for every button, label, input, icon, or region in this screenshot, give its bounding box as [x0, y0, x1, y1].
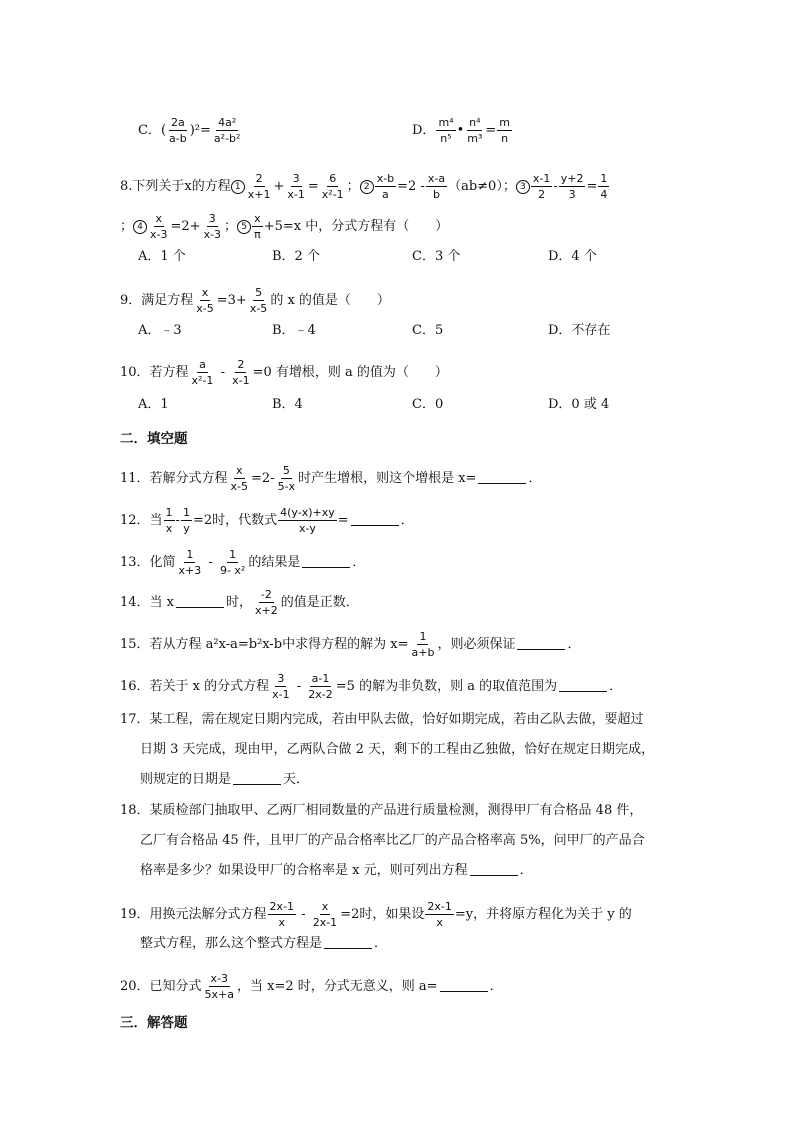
expr-text: =2+ — [170, 219, 201, 234]
option-label: D． — [412, 123, 436, 138]
fraction — [190, 358, 216, 387]
answer-blank[interactable] — [478, 471, 526, 484]
denominator: b — [432, 188, 440, 201]
q9-options — [0, 320, 794, 342]
question-text: 12．当 — [120, 513, 163, 528]
numerator: x — [321, 900, 329, 913]
q20 — [0, 960, 794, 1000]
circled-number: 1 — [231, 180, 245, 194]
q15 — [0, 618, 794, 658]
fraction — [559, 172, 586, 201]
q9-text — [120, 286, 390, 315]
denominator: a-b — [169, 132, 187, 145]
circled-number: 4 — [133, 220, 147, 234]
q8-options — [0, 246, 794, 268]
q12-text — [120, 506, 414, 535]
operator: - — [204, 555, 217, 570]
q10-stem — [0, 346, 794, 386]
q11-text — [120, 464, 541, 493]
denominator: x²-1 — [191, 374, 214, 387]
fraction — [598, 172, 609, 201]
equals: = — [337, 513, 349, 528]
denominator: x — [436, 916, 443, 929]
condition-text: （ab≠0）； — [448, 179, 516, 194]
numerator: 3 — [277, 672, 285, 685]
question-text: +5=x 中，分式方程有（ ） — [263, 219, 449, 234]
period: ． — [352, 555, 366, 570]
denominator: a+b — [411, 646, 435, 659]
numerator: 2x-1 — [269, 900, 295, 913]
numerator: x — [254, 212, 261, 225]
answer-blank[interactable] — [559, 679, 607, 692]
option-b: B．2 个 — [272, 249, 320, 264]
question-text: 9．满足方程 — [120, 293, 194, 308]
circled-number: 5 — [237, 220, 251, 234]
q8-line1 — [0, 160, 794, 200]
section-heading-fill-blank: 二．填空题 — [120, 431, 188, 447]
numerator: 4a² — [218, 116, 237, 129]
fraction — [248, 286, 269, 315]
denominator: x-3 — [203, 228, 222, 241]
answer-blank[interactable] — [517, 637, 565, 650]
option-a: A．﹣3 — [138, 323, 182, 338]
expr-text: =2时，如果设 — [340, 907, 425, 922]
numerator: 3 — [208, 212, 216, 225]
option-a: A．1 个 — [138, 249, 186, 264]
operator: - — [216, 365, 230, 380]
fraction — [212, 116, 243, 145]
numerator: 2a — [171, 116, 185, 129]
fraction — [203, 972, 236, 1001]
question-text: 则规定的日期是 — [140, 772, 232, 787]
numerator: 1 — [165, 506, 173, 519]
q15-text — [120, 630, 580, 659]
question-text: ，则必须保证 — [437, 637, 516, 652]
numerator: x — [201, 286, 209, 299]
period: ． — [519, 863, 533, 878]
question-text: 的值是正数． — [280, 595, 359, 610]
fraction — [375, 172, 396, 201]
denominator: 2 — [538, 188, 546, 201]
q17 — [120, 705, 680, 795]
fraction — [531, 172, 552, 201]
numerator: n⁴ — [469, 116, 481, 129]
numerator: 5 — [282, 464, 290, 477]
question-text: 15．若从方程 a²x-a=b²x-b中求得方程的解为 x= — [120, 637, 409, 652]
option-a: A．1 — [138, 397, 169, 412]
answer-blank[interactable] — [324, 936, 372, 949]
option-d: D．不存在 — [548, 323, 611, 338]
q9-stem — [0, 274, 794, 314]
q8-stem-cont — [120, 212, 448, 241]
fraction — [181, 506, 192, 535]
q17-line2: 日期 3 天完成，现由甲，乙两队合做 2 天，剩下的工程由乙独做，恰好在规定日期完成， — [140, 742, 655, 757]
question-text: =0 有增根，则 a 的值为（ ） — [252, 365, 448, 380]
fraction — [320, 172, 346, 201]
question-text: 的结果是 — [248, 555, 301, 570]
q17-line1: 17．某工程，需在规定日期内完成，若由甲队去做，恰好如期完成，若由乙队去做，要超过 — [120, 712, 644, 727]
fraction — [425, 900, 453, 929]
fraction — [253, 588, 280, 617]
numerator: 1 — [600, 172, 608, 185]
q7-option-d — [412, 116, 513, 145]
option-c: C．3 个 — [412, 249, 461, 264]
question-text: =y，并将原方程化为关于 y 的 — [454, 907, 632, 922]
expr-text: =2时，代数式 — [192, 513, 278, 528]
numerator: 3 — [292, 172, 300, 185]
numerator: 1 — [186, 548, 194, 561]
numerator: 2 — [237, 358, 245, 371]
question-text: 整式方程，那么这个整式方程是 — [140, 936, 323, 951]
numerator: x-1 — [532, 172, 551, 185]
separator: ； — [346, 179, 360, 194]
q17-line3 — [120, 765, 680, 795]
q11 — [0, 452, 794, 492]
denominator: x+3 — [178, 564, 202, 577]
fraction — [202, 212, 223, 241]
dot-operator: • — [456, 123, 465, 138]
q13 — [0, 536, 794, 576]
q7-options — [0, 104, 794, 144]
question-text: 8.下列关于x的方程 — [120, 179, 231, 194]
fraction — [276, 464, 297, 493]
numerator: 6 — [329, 172, 337, 185]
q16-text — [120, 672, 622, 701]
numerator: -2 — [260, 588, 272, 601]
fraction — [194, 286, 215, 315]
option-d: D．4 个 — [548, 249, 597, 264]
circled-number: 3 — [516, 180, 530, 194]
fraction — [436, 116, 455, 145]
q14 — [0, 576, 794, 616]
denominator: y — [183, 522, 190, 535]
denominator: n⁵ — [440, 132, 452, 145]
fraction — [268, 900, 296, 929]
numerator: 2 — [255, 172, 263, 185]
expr-text: =2 - — [397, 179, 425, 194]
fraction — [285, 172, 306, 201]
circled-number: 2 — [360, 180, 374, 194]
equals: = — [307, 179, 319, 194]
denominator: x-3 — [150, 228, 168, 241]
q19-text — [120, 900, 632, 929]
q7-option-c — [138, 116, 243, 145]
denominator: x-1 — [272, 688, 290, 701]
numerator: 1 — [419, 630, 427, 643]
denominator: m³ — [467, 132, 483, 145]
denominator: a — [382, 188, 389, 201]
answer-blank[interactable] — [470, 863, 518, 876]
question-text: =5 的解为非负数，则 a 的取值范围为 — [335, 679, 558, 694]
numerator: 4(y-x)+xy — [280, 506, 335, 519]
operator: - — [297, 907, 310, 922]
q19-line1 — [0, 888, 794, 928]
fraction — [426, 172, 447, 201]
expr-text: 时， — [226, 595, 253, 610]
q18-line2: 乙厂有合格品 45 件，且甲厂的产品合格率比乙厂的产品合格率高 5%，问甲厂的产品合 — [140, 833, 645, 848]
question-text: 14．当 x — [120, 595, 175, 610]
answer-blank[interactable] — [233, 772, 281, 785]
expr-text: )²= — [189, 123, 211, 138]
equals: = — [586, 179, 598, 194]
denominator: π — [254, 228, 261, 241]
period: ． — [528, 471, 542, 486]
numerator: x-b — [376, 172, 395, 185]
denominator: 9- x² — [219, 564, 246, 577]
numerator: x-3 — [210, 972, 229, 985]
answer-blank[interactable] — [302, 555, 350, 568]
section-heading-solve: 三．解答题 — [120, 1015, 188, 1031]
numerator: x — [155, 212, 163, 225]
denominator: 5-x — [277, 480, 296, 493]
period: ． — [567, 637, 581, 652]
option-b: B．﹣4 — [272, 323, 316, 338]
fraction — [252, 212, 263, 241]
denominator: x-1 — [287, 188, 305, 201]
numerator: y+2 — [560, 172, 584, 185]
denominator: x-5 — [230, 480, 249, 493]
fraction — [409, 630, 436, 659]
question-text: 的 x 的值是（ ） — [270, 293, 390, 308]
option-c: C．0 — [412, 397, 444, 412]
numerator: m⁴ — [438, 116, 454, 129]
numerator: a-1 — [311, 672, 330, 685]
numerator: x-a — [427, 172, 446, 185]
fraction — [177, 548, 204, 577]
period: 天． — [283, 772, 310, 787]
separator: ； — [224, 219, 238, 234]
fraction — [306, 672, 334, 701]
period: ． — [609, 679, 623, 694]
q19-line2 — [140, 936, 387, 952]
numerator: a — [199, 358, 206, 371]
denominator: 2x-2 — [308, 688, 333, 701]
q14-text — [120, 588, 359, 617]
denominator: x-5 — [249, 302, 268, 315]
question-text: 格率是多少？如果设甲厂的合格率是 x 元，则可列出方程 — [140, 863, 468, 878]
question-text: 16．若关于 x 的分式方程 — [120, 679, 270, 694]
fraction — [270, 672, 291, 701]
denominator: x+1 — [247, 188, 271, 201]
q10-options — [0, 394, 794, 416]
operator: - — [553, 179, 558, 194]
fraction — [465, 116, 484, 145]
period: ． — [489, 979, 503, 994]
question-text: 时产生增根，则这个增根是 x= — [298, 471, 477, 486]
denominator: n — [501, 132, 509, 145]
question-text: ，当 x=2 时，分式无意义，则 a= — [237, 979, 438, 994]
question-text: 10．若方程 — [120, 365, 189, 380]
fraction — [167, 116, 189, 145]
numerator: x — [236, 464, 243, 477]
q13-text — [120, 548, 365, 577]
numerator: 2x-1 — [427, 900, 452, 913]
fraction — [246, 172, 273, 201]
denominator: 2x-1 — [312, 916, 338, 929]
option-label: C．( — [138, 123, 167, 138]
option-c: C．5 — [412, 323, 444, 338]
denominator: x²-1 — [321, 188, 344, 201]
q10-text — [120, 358, 448, 387]
option-b: B．4 — [272, 397, 303, 412]
fraction — [497, 116, 512, 145]
q20-text — [120, 972, 503, 1001]
numerator: 1 — [229, 548, 237, 561]
operator: - — [292, 679, 306, 694]
denominator: x — [165, 522, 173, 535]
q16 — [0, 660, 794, 700]
question-text: 11．若解分式方程 — [120, 471, 228, 486]
question-text: 20．已知分式 — [120, 979, 202, 994]
fraction — [278, 506, 337, 535]
fraction — [229, 464, 250, 493]
denominator: a²-b² — [213, 132, 241, 145]
denominator: 4 — [600, 188, 608, 201]
q8-stem — [120, 172, 610, 201]
fraction — [164, 506, 175, 535]
denominator: x — [278, 916, 286, 929]
answer-blank[interactable] — [176, 595, 224, 608]
denominator: x-y — [299, 522, 316, 535]
operator: + — [273, 179, 285, 194]
fraction — [148, 212, 169, 241]
option-d: D．0 或 4 — [548, 397, 610, 412]
numerator: 1 — [182, 506, 190, 519]
denominator: 3 — [568, 188, 576, 201]
fraction — [311, 900, 339, 929]
denominator: x-1 — [232, 374, 250, 387]
expr-text: =3+ — [216, 293, 247, 308]
question-text: 13．化简 — [120, 555, 176, 570]
numerator: 5 — [255, 286, 263, 299]
separator: ； — [120, 219, 134, 234]
answer-blank[interactable] — [351, 513, 399, 526]
answer-blank[interactable] — [440, 979, 488, 992]
denominator: x+2 — [255, 604, 278, 617]
period: ． — [374, 936, 388, 951]
numerator: m — [499, 116, 510, 129]
period: ． — [400, 513, 414, 528]
q18-line1: 18．某质检部门抽取甲、乙两厂相同数量的产品进行质量检测，测得甲厂有合格品 48 件， — [120, 803, 643, 818]
operator: - — [175, 513, 180, 528]
denominator: x-5 — [196, 302, 214, 315]
equals: = — [485, 123, 497, 138]
q8-line2 — [0, 200, 794, 240]
q18-line3 — [120, 856, 680, 886]
expr-text: =2- — [251, 471, 275, 486]
question-text: 19．用换元法解分式方程 — [120, 907, 267, 922]
q18 — [120, 796, 680, 886]
q12 — [0, 494, 794, 534]
fraction — [218, 548, 247, 577]
fraction — [230, 358, 251, 387]
denominator: 5x+a — [204, 988, 235, 1001]
